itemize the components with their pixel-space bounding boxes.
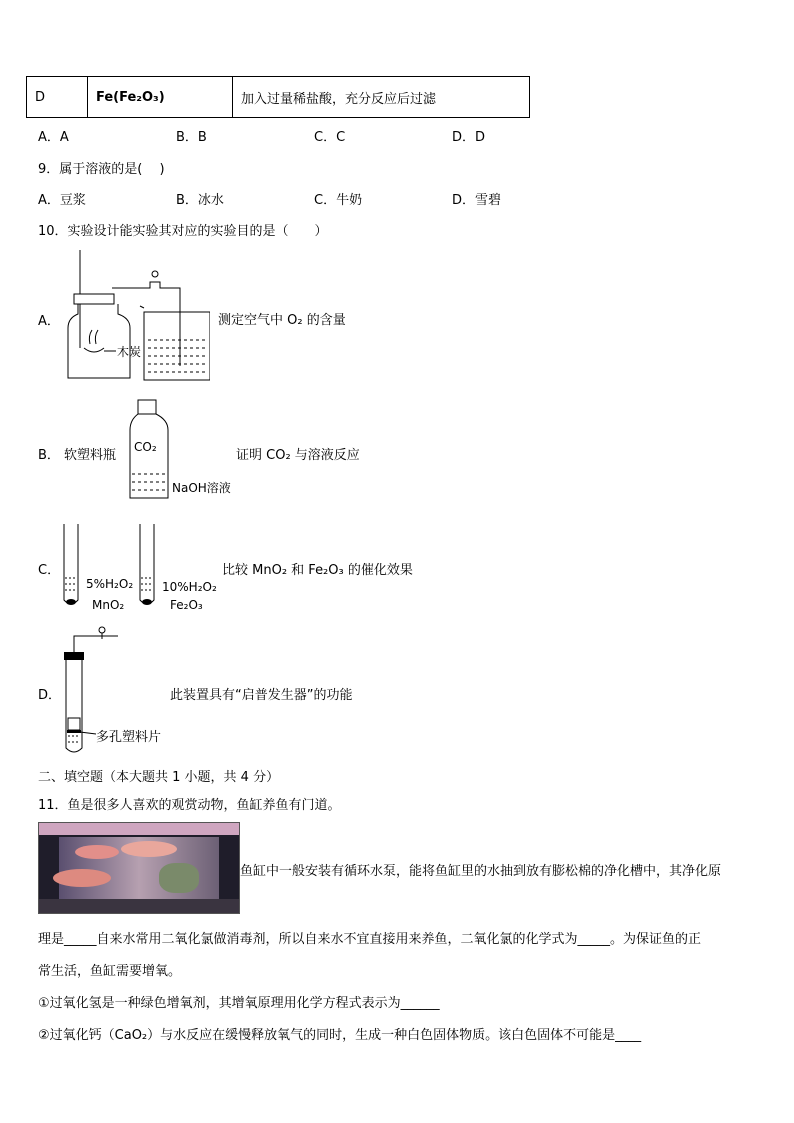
co2-label: CO₂ [134, 440, 157, 454]
option-d: D．D [452, 130, 486, 145]
table-row [27, 77, 530, 118]
test-tubes-diagram [58, 522, 168, 608]
perforated-plate-label: 多孔塑料片 [96, 730, 162, 745]
option-c: C．C [314, 130, 346, 145]
option-b-letter: B． [38, 448, 60, 463]
q11-text-line: 理是_____自来水常用二氧化氯做消毒剂，所以自来水不宜直接用来养鱼，二氧化氯的化学式为_____。为保证鱼的正 [38, 932, 702, 947]
option-d: D．雪碧 [452, 193, 502, 208]
option-d-letter: D． [38, 688, 62, 703]
apparatus-a-diagram [60, 248, 210, 384]
naoh-label: NaOH溶液 [172, 481, 231, 495]
option-c-aim: 比较 MnO₂ 和 Fe₂O₃ 的催化效果 [222, 563, 413, 578]
question-9-stem: 9．属于溶液的是( ) [38, 162, 165, 177]
q11-text-line: 鱼缸中一般安装有循环水泵，能将鱼缸里的水抽到放有膨松棉的净化槽中，其净化原 [240, 864, 722, 879]
table-cell: Fe(Fe₂O₃) [88, 77, 233, 118]
table-cell: D [27, 77, 88, 118]
fish-tank-photo [38, 822, 240, 914]
bottle-label: 软塑料瓶 [64, 448, 117, 463]
option-a-letter: A． [38, 314, 60, 329]
answer-table [26, 76, 530, 118]
tube2-solid-label: Fe₂O₃ [170, 598, 203, 612]
option-a: A．豆浆 [38, 193, 86, 208]
option-b-aim: 证明 CO₂ 与溶液反应 [236, 448, 360, 463]
tube1-solid-label: MnO₂ [92, 598, 125, 612]
tube2-liquid-label: 10%H₂O₂ [162, 580, 217, 594]
question-11-stem: 11．鱼是很多人喜欢的观赏动物，鱼缸养鱼有门道。 [38, 798, 341, 813]
question-10-stem: 10．实验设计能实验其对应的实验目的是（ ） [38, 224, 328, 239]
q11-text-line: ②过氧化钙（CaO₂）与水反应在缓慢释放氧气的同时，生成一种白色固体物质。该白色固体不可能是____ [38, 1028, 642, 1043]
table-cell: 加入过量稀盐酸，充分反应后过滤 [233, 77, 530, 118]
option-c: C．牛奶 [314, 193, 363, 208]
charcoal-label: 木炭 [117, 345, 142, 359]
option-a-aim: 测定空气中 O₂ 的含量 [218, 313, 346, 328]
option-c-letter: C． [38, 563, 61, 578]
tube1-liquid-label: 5%H₂O₂ [86, 577, 134, 591]
option-b: B．冰水 [176, 193, 224, 208]
option-d-aim: 此装置具有“启普发生器”的功能 [170, 688, 353, 703]
section-heading: 二、填空题（本大题共 1 小题，共 4 分） [38, 770, 280, 785]
option-b: B．B [176, 130, 207, 145]
q11-text-line: ①过氧化氢是一种绿色增氧剂，其增氧原理用化学方程式表示为______ [38, 996, 440, 1011]
q11-text-line: 常生活，鱼缸需要增氧。 [38, 964, 182, 979]
option-a: A．A [38, 130, 69, 145]
